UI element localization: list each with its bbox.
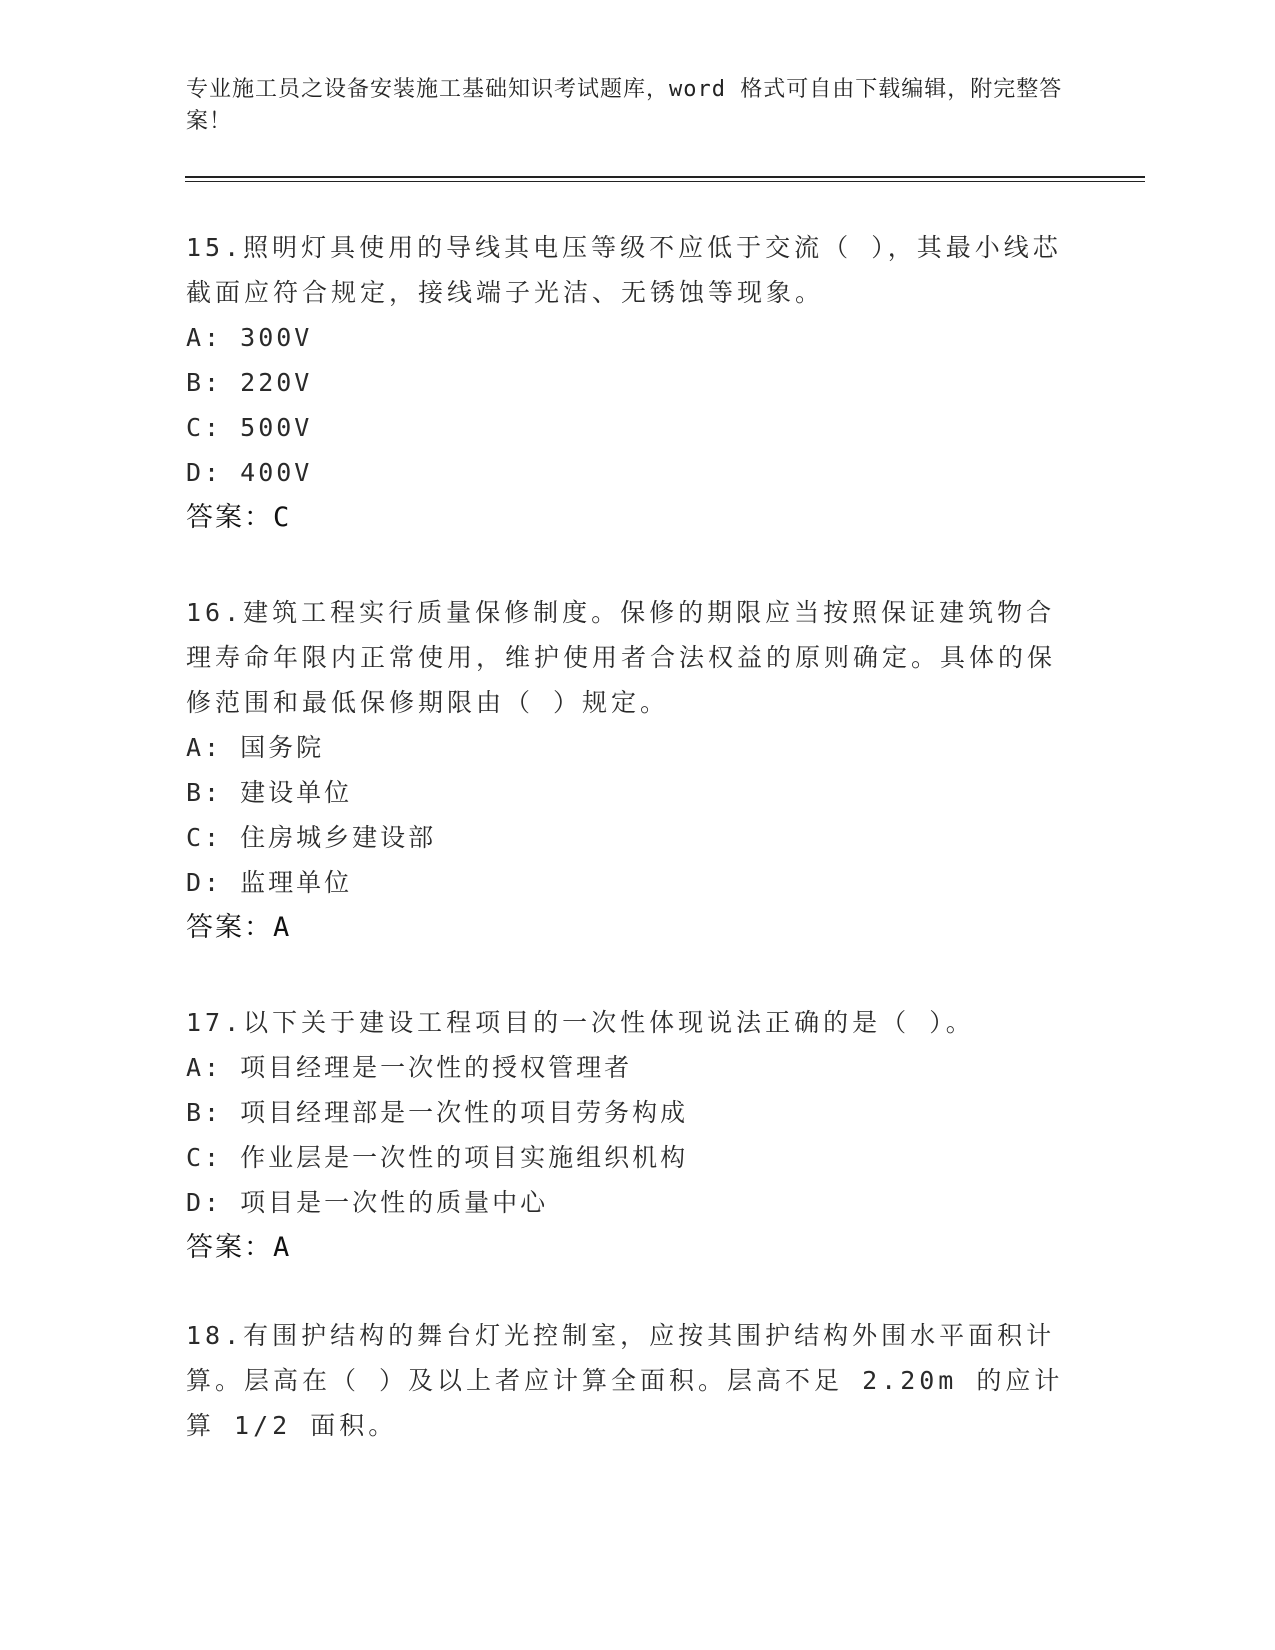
option-a: A: 国务院 [186, 733, 325, 762]
question-17 [186, 1000, 1066, 1271]
option-c: C: 住房城乡建设部 [186, 823, 437, 852]
header-divider-thick [185, 176, 1145, 178]
option-d: D: 400V [186, 458, 313, 487]
option-d: D: 项目是一次性的质量中心 [186, 1188, 549, 1217]
answer-label: 答案：A [186, 912, 292, 943]
option-c: C: 500V [186, 413, 313, 442]
option-b: B: 项目经理部是一次性的项目劳务构成 [186, 1098, 689, 1127]
option-a: A: 项目经理是一次性的授权管理者 [186, 1053, 633, 1082]
option-b: B: 220V [186, 368, 313, 397]
option-d: D: 监理单位 [186, 868, 353, 897]
option-c: C: 作业层是一次性的项目实施组织机构 [186, 1143, 689, 1172]
question-stem: 16.建筑工程实行质量保修制度。保修的期限应当按照保证建筑物合理寿命年限内正常使用，维护使用者合法权益的原则确定。具体的保修范围和最低保修期限由（ ）规定。 [186, 598, 1057, 717]
document-intro: 专业施工员之设备安装施工基础知识考试题库，word 格式可自由下载编辑，附完整答案！ [186, 77, 1063, 134]
question-18 [186, 1313, 1066, 1448]
question-stem: 15.照明灯具使用的导线其电压等级不应低于交流（ ），其最小线芯截面应符合规定，接线端子光洁、无锈蚀等现象。 [186, 233, 1062, 307]
option-b: B: 建设单位 [186, 778, 353, 807]
question-stem: 17.以下关于建设工程项目的一次性体现说法正确的是（ ）。 [186, 1008, 975, 1037]
question-stem: 18.有围护结构的舞台灯光控制室，应按其围护结构外围水平面积计算。层高在（ ）及以上者应计算全面积。层高不足 2.20m 的应计算 1/2 面积。 [186, 1321, 1064, 1440]
option-a: A: 300V [186, 323, 313, 352]
answer-label: 答案：A [186, 1232, 292, 1263]
question-16 [186, 590, 1066, 951]
question-15 [186, 225, 1066, 541]
answer-label: 答案：C [186, 502, 292, 533]
header-divider-thin [185, 181, 1145, 182]
